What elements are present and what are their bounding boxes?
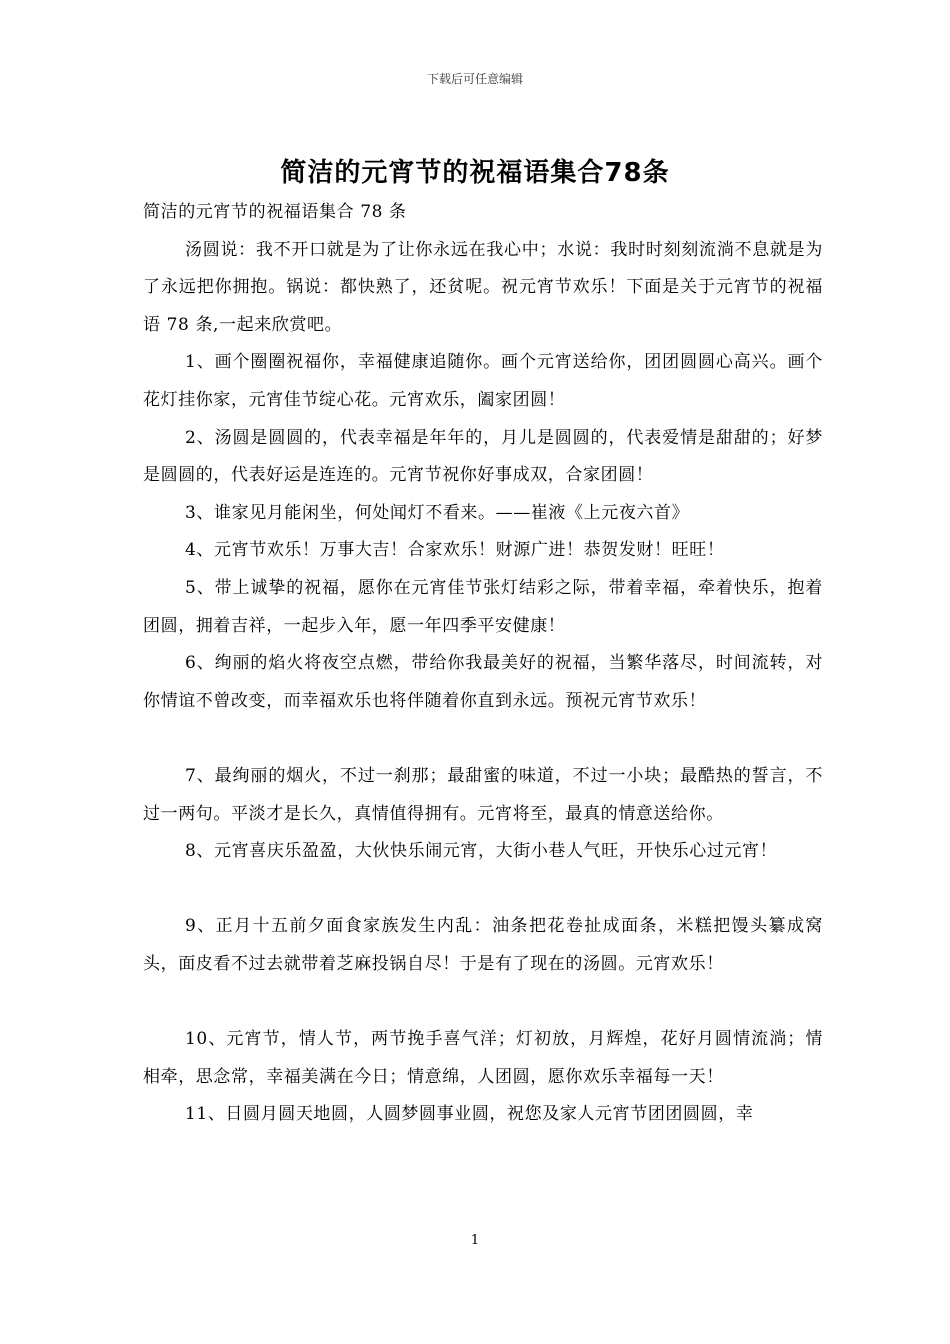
blessing-item-11: 11、日圆月圆天地圆，人圆梦圆事业圆，祝您及家人元宵节团团圆圆，幸 <box>185 1104 754 1125</box>
blessing-item-7: 7、最绚丽的烟火，不过一刹那；最甜蜜的味道，不过一小块；最酷热的誓言，不过一两句。平淡才是长久，真情值得拥有。元宵将至，最真的情意送给你。 <box>143 765 823 824</box>
blessing-item-9: 9、正月十五前夕面食家族发生内乱：油条把花卷扯成面条，米糕把馒头纂成窝头，面皮看不过去就带着芝麻投锅自尽！于是有了现在的汤圆。元宵欢乐！ <box>143 916 823 974</box>
intro-paragraph: 汤圆说：我不开口就是为了让你永远在我心中；水说：我时时刻刻流淌不息就是为了永远把你拥抱。锅说：都快熟了，还贫呢。祝元宵节欢乐！下面是关于元宵节的祝福语 78 条,一起来欣赏吧。 <box>143 239 823 335</box>
blessing-item-1: 1、画个圈圈祝福你，幸福健康追随你。画个元宵送给你，团团圆圆心高兴。画个花灯挂你家，元宵佳节绽心花。元宵欢乐，阖家团圆！ <box>143 352 823 410</box>
document-body <box>143 194 823 1134</box>
page-number: 1 <box>470 1233 480 1248</box>
header-note: 下载后可任意编辑 <box>426 72 523 86</box>
blessing-item-3: 3、谁家见月能闲坐，何处闻灯不看来。——崔液《上元夜六首》 <box>185 502 690 523</box>
blessing-item-5: 5、带上诚挚的祝福，愿你在元宵佳节张灯结彩之际，带着幸福，牵着快乐，抱着团圆，拥着吉祥，一起步入年，愿一年四季平安健康！ <box>143 577 823 636</box>
blessing-item-6: 6、绚丽的焰火将夜空点燃，带给你我最美好的祝福，当繁华落尽，时间流转，对你情谊不曾改变，而幸福欢乐也将伴随着你直到永远。预祝元宵节欢乐！ <box>143 653 823 711</box>
subtitle: 简洁的元宵节的祝福语集合 78 条 <box>143 202 407 222</box>
blessing-item-8: 8、元宵喜庆乐盈盈，大伙快乐闹元宵，大街小巷人气旺，开快乐心过元宵！ <box>185 841 778 862</box>
blessing-item-2: 2、汤圆是圆圆的，代表幸福是年年的，月儿是圆圆的，代表爱情是甜甜的；好梦是圆圆的，代表好运是连连的。元宵节祝你好事成双，合家团圆！ <box>143 427 823 486</box>
document-title: 简洁的元宵节的祝福语集合78条 <box>280 158 670 188</box>
blessing-item-4: 4、元宵节欢乐！万事大吉！合家欢乐！财源广进！恭贺发财！旺旺！ <box>185 540 725 561</box>
blessing-item-10: 10、元宵节，情人节，两节挽手喜气洋；灯初放，月辉煌，花好月圆情流淌；情相牵，思念常，幸福美满在今日；情意绵，人团圆，愿你欢乐幸福每一天！ <box>143 1029 823 1087</box>
